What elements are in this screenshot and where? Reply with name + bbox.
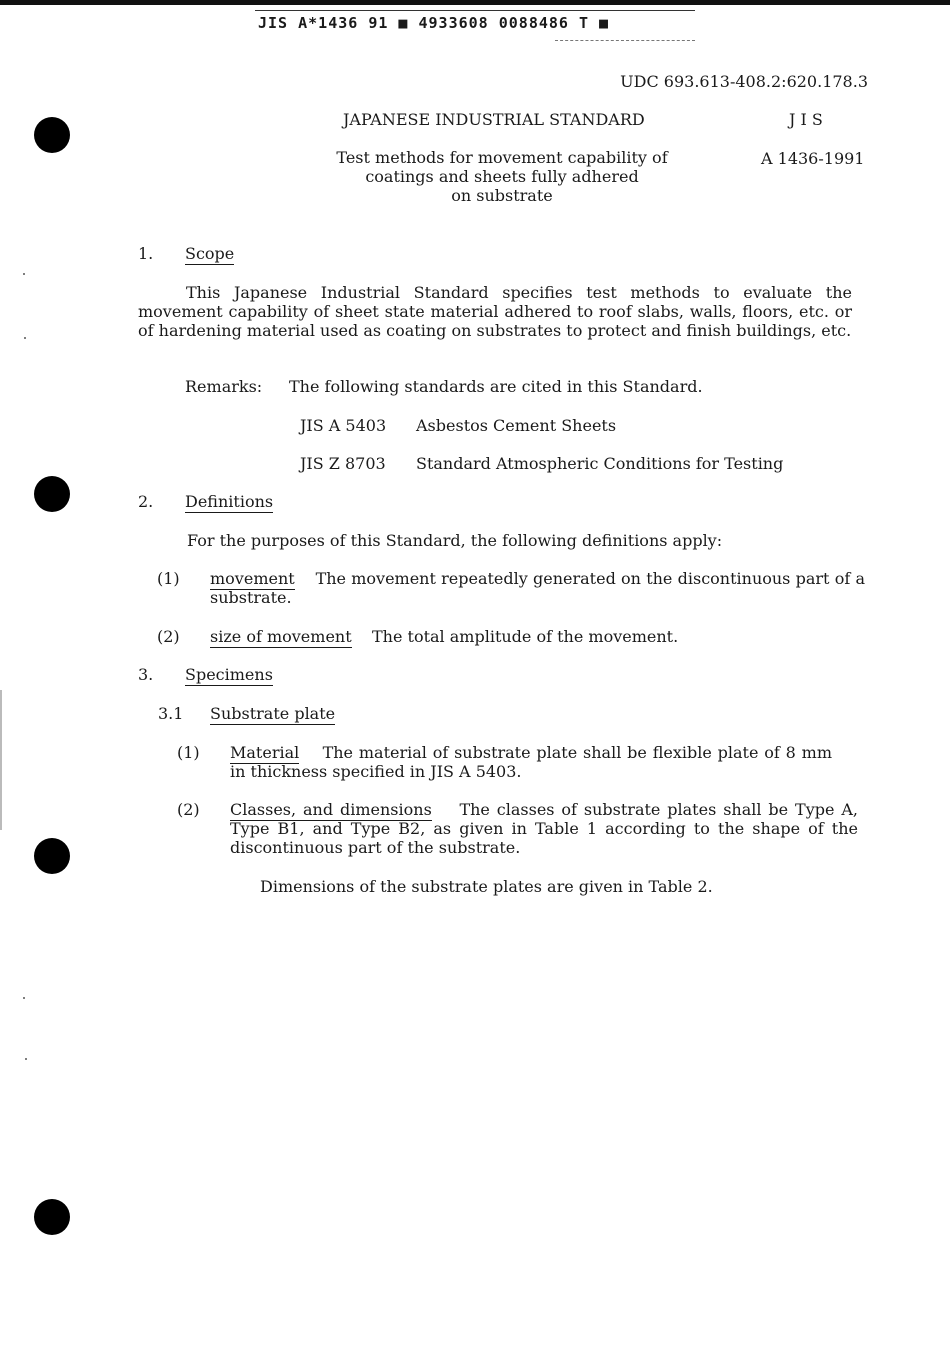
section-number: 3. — [138, 665, 154, 684]
specimen-item-material — [230, 743, 832, 781]
standard-number: A 1436-1991 — [761, 149, 865, 168]
punch-hole-4 — [34, 1199, 70, 1235]
document-header-code: JIS A*1436 91 ■ 4933608 0088486 T ■ — [258, 14, 610, 32]
punch-hole-3 — [34, 838, 70, 874]
section-number: 2. — [138, 492, 154, 511]
scan-speck — [24, 337, 26, 339]
definition-number: (1) — [157, 569, 180, 588]
definition-item — [210, 627, 678, 646]
definition-item — [210, 569, 865, 607]
definitions-intro: For the purposes of this Standard, the following definitions apply: — [187, 531, 723, 550]
document-title — [300, 148, 704, 205]
item-text: The material of substrate plate shall be flexible plate of 8 mm in thickness specified in JIS A 5403. — [230, 743, 833, 781]
cited-standard-code: JIS Z 8703 — [300, 454, 386, 473]
scan-left-edge — [0, 690, 2, 830]
item-term: Classes, and dimensions — [230, 800, 432, 819]
item-number: (1) — [177, 743, 200, 762]
title-line: Test methods for movement capability of — [336, 148, 668, 167]
udc-classification: UDC 693.613-408.2:620.178.3 — [620, 72, 868, 91]
title-line: coatings and sheets fully adhered — [365, 167, 639, 186]
title-line: on substrate — [451, 186, 553, 205]
definition-text: The movement repeatedly generated on the discontinuous part of a substrate. — [210, 569, 866, 607]
item-term: Material — [230, 743, 300, 762]
scope-paragraph: This Japanese Industrial Standard specifies test methods to evaluate the movement capability of sheet state material adhered to roof slabs, walls, floors, etc. or of hardening material used as coating on substrates to protect and finish buildings, etc. — [138, 283, 852, 340]
definition-number: (2) — [157, 627, 180, 646]
scan-top-border — [0, 0, 950, 5]
definition-term: size of movement — [210, 627, 352, 646]
section-heading-specimens: Specimens — [185, 665, 273, 684]
remarks-label: Remarks: — [185, 377, 263, 396]
header-rule — [255, 10, 695, 11]
section-number: 1. — [138, 244, 154, 263]
cited-standard-title: Asbestos Cement Sheets — [416, 416, 617, 435]
specimen-item-classes — [230, 800, 858, 857]
scan-speck — [23, 997, 25, 999]
dimensions-note: Dimensions of the substrate plates are given in Table 2. — [260, 877, 713, 896]
subsection-heading-substrate-plate: Substrate plate — [210, 704, 336, 723]
scan-speck — [23, 273, 25, 275]
cited-standard-title: Standard Atmospheric Conditions for Testing — [416, 454, 784, 473]
remarks-text: The following standards are cited in this Standard. — [289, 377, 703, 396]
cited-standard-code: JIS A 5403 — [300, 416, 387, 435]
definition-term: movement — [210, 569, 295, 588]
scan-speck — [25, 1058, 27, 1060]
jis-mark: J I S — [789, 110, 823, 129]
item-number: (2) — [177, 800, 200, 819]
section-heading-definitions: Definitions — [185, 492, 274, 511]
header-dashed-rule — [555, 40, 695, 41]
punch-hole-2 — [34, 476, 70, 512]
punch-hole-1 — [34, 117, 70, 153]
section-heading-scope: Scope — [185, 244, 235, 263]
standard-type-heading: JAPANESE INDUSTRIAL STANDARD — [343, 110, 645, 129]
subsection-number: 3.1 — [158, 704, 184, 723]
definition-text: The total amplitude of the movement. — [371, 627, 679, 646]
item-text: The classes of substrate plates shall be Type A, Type B1, and Type B2, as given in Table 1 according to the shape of the discontinuous part of the substrate. — [230, 800, 859, 857]
